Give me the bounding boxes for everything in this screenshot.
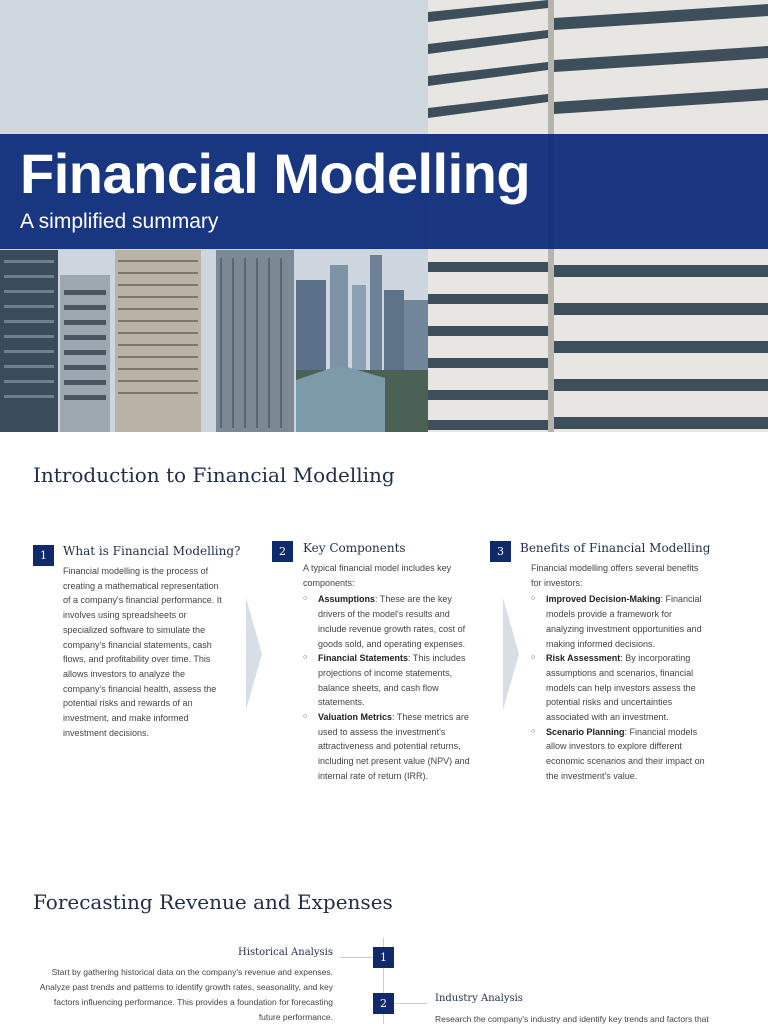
timeline-connector (394, 1003, 427, 1004)
component-list (303, 592, 471, 783)
timeline-step-title: Industry Analysis (435, 993, 523, 1004)
step-title: What is Financial Modelling? (63, 544, 241, 558)
chevron-right-icon (246, 598, 262, 710)
page-title: Financial Modelling (20, 142, 531, 205)
list-item: ○ Scenario Planning: Financial models allow investors to explore different economic scenarios and their impact on the investment's value. (531, 725, 706, 784)
step-intro: A typical financial model includes key components: (303, 563, 452, 588)
list-item: ○ Assumptions: These are the key drivers of the model's results and include revenue growth rates, cost of goods sold, and operating expenses. (303, 592, 471, 651)
hero-banner (0, 0, 768, 432)
forecast-heading: Forecasting Revenue and Expenses (33, 890, 393, 914)
benefit-list (531, 592, 706, 783)
step-body (531, 561, 706, 784)
page-subtitle: A simplified summary (20, 210, 219, 233)
chevron-right-icon (503, 598, 519, 710)
list-item: ○ Financial Statements: This includes projections of income statements, balance sheets, and cash flow statements. (303, 651, 471, 710)
timeline-number-badge: 1 (373, 947, 394, 968)
timeline-step-title: Historical Analysis (238, 947, 333, 958)
list-item: ○ Risk Assessment: By incorporating assumptions and scenarios, financial models can help investors assess the potential risks and uncertainties associated with an investment. (531, 651, 706, 725)
step-number-badge: 2 (272, 541, 293, 562)
list-item: ○ Valuation Metrics: These metrics are used to assess the investment's attractiveness and potential returns, including net present value (NPV) and internal rate of return (IRR). (303, 710, 471, 784)
step-body: Financial modelling is the process of creating a mathematical representation of a company's financial performance. It involves using spreadsheets or specialized software to simulate the company's financial statements, cash flows, and profitability over time. This allows investors to analyze the company's financial health, assess the potential risks and rewards of an investment, and make informed investment decisions. (63, 566, 222, 738)
step-body (303, 561, 471, 784)
step-title: Benefits of Financial Modelling (520, 541, 711, 555)
step-title: Key Components (303, 541, 406, 555)
timeline-step-body: Start by gathering historical data on the company's revenue and expenses. Analyze past trends and patterns to identify growth rates, seasonality, and key factors influencing performance. This provides a foundation for forecasting future performance. (39, 967, 333, 1022)
step-number-badge: 3 (490, 541, 511, 562)
list-item: ○ Improved Decision-Making: Financial models provide a framework for analyzing investment opportunities and making informed decisions. (531, 592, 706, 651)
timeline-connector (340, 957, 373, 958)
step-intro: Financial modelling offers several benefits for investors: (531, 563, 699, 588)
timeline-step-body: Research the company's industry and identify key trends and factors that (435, 1014, 709, 1024)
intro-heading: Introduction to Financial Modelling (33, 463, 395, 487)
timeline-number-badge: 2 (373, 993, 394, 1014)
step-number-badge: 1 (33, 545, 54, 566)
